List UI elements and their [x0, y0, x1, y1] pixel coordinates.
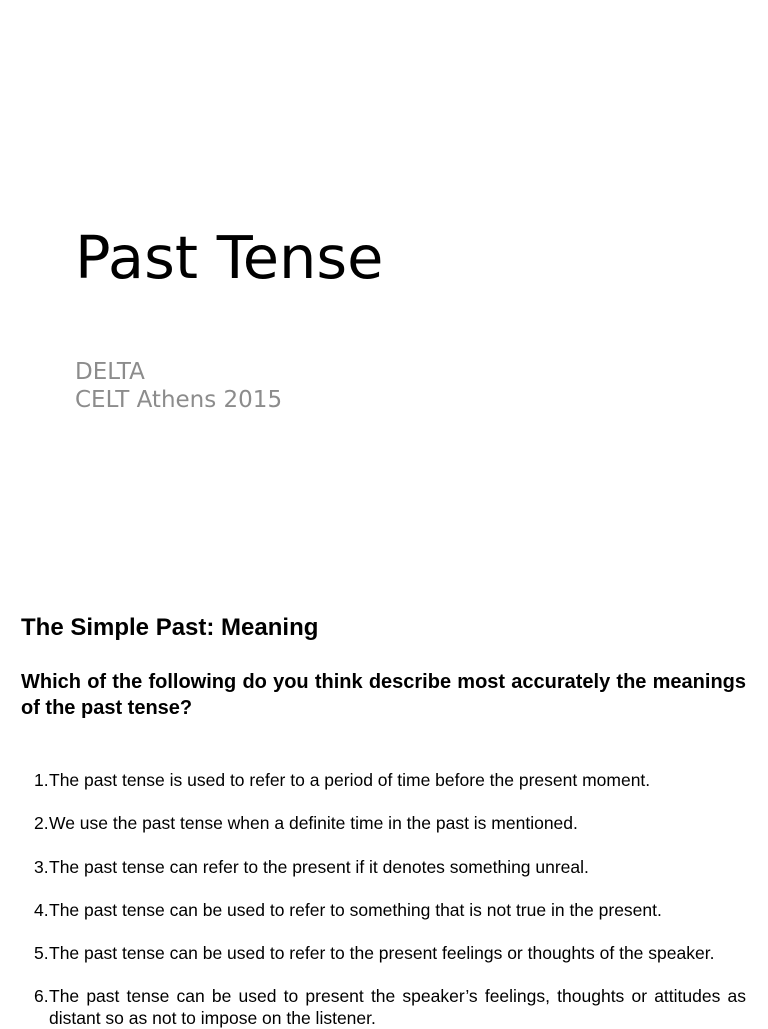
- slide-title: Past Tense: [75, 223, 384, 292]
- list-item: [34, 812, 746, 855]
- item-number: 4.: [34, 899, 49, 920]
- item-text: The past tense is used to refer to a period of time before the present moment.: [49, 770, 651, 790]
- list-item: [34, 769, 746, 812]
- item-text: The past tense can be used to refer to something that is not true in the present.: [49, 899, 662, 920]
- item-number: 6.: [34, 986, 49, 1007]
- item-text: We use the past tense when a definite time in the past is mentioned.: [49, 813, 578, 834]
- subtitle-venue-year: CELT Athens 2015: [75, 387, 283, 413]
- list-item: [34, 899, 746, 942]
- list-item: [34, 856, 746, 899]
- list-item: [34, 985, 746, 1028]
- section-heading: The Simple Past: Meaning: [21, 614, 319, 641]
- subtitle-course: DELTA: [75, 359, 145, 385]
- item-number: 5.: [34, 943, 49, 964]
- list-item: [34, 942, 746, 985]
- item-number: 3.: [34, 856, 49, 877]
- item-text: The past tense can be used to refer to the present feelings or thoughts of the speaker.: [49, 943, 715, 964]
- options-list: [34, 769, 746, 1029]
- item-number: 2.: [34, 813, 49, 834]
- item-text: The past tense can be used to present the speaker’s feelings, thoughts or attitudes as distant so as not to impose on the listener.: [49, 986, 746, 1029]
- item-text: The past tense can refer to the present if it denotes something unreal.: [49, 856, 589, 877]
- question-text: Which of the following do you think describe most accurately the meanings of the past tense?: [21, 671, 746, 719]
- item-number: 1.: [34, 770, 49, 790]
- slide-subtitle: [75, 358, 282, 414]
